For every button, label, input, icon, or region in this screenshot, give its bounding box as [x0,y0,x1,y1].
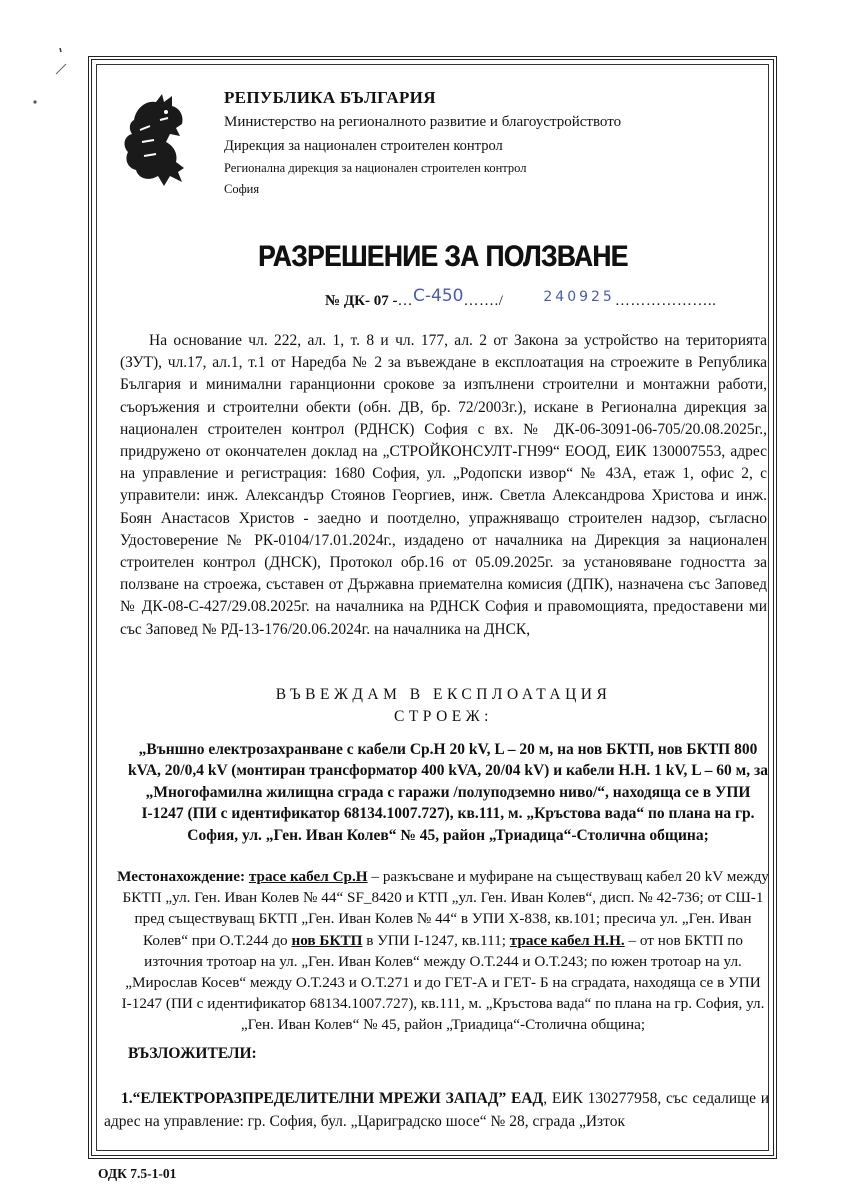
permit-dots-2: ……./ [463,293,504,309]
mv-cable-text-2: в УПИ І-1247, кв.111; [362,931,506,949]
mv-cable-text-1: – разкъсване и муфиране на съществуващ кабел 20 kV между БКТП „ул. Ген. Иван Колев № 44“ SF_8420 и КТП „ул. Ген. Иван Колев“, дисп. № 42-736; от СШ-1 пред съществуващ БКТП „Ген. Иван Колев № 44“ в УПИ Х-838, кв.101; пресича ул. „Ген. Иван Колев“ при О.Т.244 до [122,868,769,949]
margin-pen-marks [28,40,78,110]
new-bktp-label: нов БКТП [291,931,363,949]
assignor-1-name: 1.“ЕЛЕКТРОРАЗПРЕДЕЛИТЕЛНИ МРЕЖИ ЗАПАД” ЕАД [121,1090,544,1107]
legal-basis-paragraph [120,330,767,641]
permit-dots-1: … [397,293,414,309]
document-title: РАЗРЕШЕНИЕ ЗА ПОЛЗВАНЕ [258,240,628,273]
assignors-heading: ВЪЗЛОЖИТЕЛИ: [128,1045,257,1062]
lv-cable-label: трасе кабел Н.Н. [509,931,625,949]
coat-of-arms-lion-icon [120,90,198,190]
location-block [112,866,774,1036]
mv-cable-label: трасе кабел Ср.Н [248,868,368,885]
city-name: София [224,182,260,196]
lv-cable-text: – от нов БКТП по източния тротоар на ул. „Ген. Иван Колев“ между О.Т.244 и О.Т.243; по южен тротоар на ул. „Мирослав Косев“ между О.Т.243 и О.Т.271 и до ГЕТ-А и ГЕТ- Б на сградата, находяща се в УПИ І-1247 (ПИ с идентификатор 68134.1007.727), кв.111, м. „Кръстова вада“ по плана на гр. София, ул. „Ген. Иван Колев“ № 45, район „Триадица“-Столична община; [121,931,765,1034]
object-description: „Външно електрозахранване с кабели Ср.Н 20 kV, L – 20 м, на нов БКТП, нов БКТП 800 kVA, 20/0,4 kV (монтиран трансформатор 400 kVA, 20/04 kV) и кабели Н.Н. 1 kV, L – 60 м, за „Многофамилна жилищна сграда с гаражи /полуподземно ниво/“, находяща се в УПИ І-1247 (ПИ с идентификатор 68134.1007.727), кв.111, м. „Кръстова вада“ по плана на гр. София, ул. „Ген. Иван Колев“ № 45, район „Триадица“-Столична община; [128,741,768,844]
ministry-name: Министерство на регионалното развитие и благоустройството [224,114,622,130]
assignor-1-text: , ЕИК 130277958, със седалище и адрес на управление: гр. София, бул. „Цариградско шосе“ № 28, сграда „Изток [104,1090,770,1130]
permit-prefix: № ДК- 07 - [325,293,398,309]
commission-heading: ВЪВЕЖДАМ В ЕКСПЛОАТАЦИЯ [275,686,612,703]
regional-directorate-name: Регионална дирекция за национален строителен контрол [224,161,527,175]
document-header [120,88,740,208]
permit-number-line [325,286,717,310]
permit-date: 240925 [543,289,615,305]
country-name: РЕПУБЛИКА БЪЛГАРИЯ [224,88,436,107]
assignor-1 [104,1087,769,1133]
permit-dots-3: ……………….. [614,293,717,309]
object-heading: СТРОЕЖ: [394,708,493,725]
permit-number: С-450 [413,286,464,306]
location-label: Местонахождение: [117,868,246,885]
directorate-name: Дирекция за национален строителен контрол [224,138,503,154]
form-code: ОДК 7.5-1-01 [98,1166,177,1181]
legal-basis-text: На основание чл. 222, ал. 1, т. 8 и чл. 177, ал. 2 от Закона за устройство на територията (ЗУТ), чл.17, ал.1, т.1 от Наредба № 2 за въвеждане в експлоатация на строежите в Република България и минимални гаранционни срокове за изпълнени строителни и монтажни работи, съоръжения и строителни обекти (обн. ДВ, бр. 72/2003г.), искане в Регионална дирекция за национален строителен контрол (РДНСК) София с вх. № ДК-06-3091-06-705/20.08.2025г., придружено от окончателен доклад на „СТРОЙКОНСУЛТ-ГН99“ ЕООД, ЕИК 130007553, адрес на управление и регистрация: 1680 София, ул. „Родопски извор“ № 43А, етаж 1, офис 2, с управители: инж. Александър Стоянов Георгиев, инж. Светла Александрова Христова и инж. Боян Анастасов Христов - заедно и поотделно, упражняващо строителен надзор, съгласно Удостоверение № РК-0104/17.01.2024г., издадено от началника на Дирекция за национален строителен контрол (ДНСК), Протокол обр.16 от 05.09.2025г. за установяване годността за ползване на строежа, съставен от Държавна приемателна комисия (ДПК), назначена със Заповед № ДК-08-С-427/29.08.2025г. на началника на РДНСК София и правомощията, предоставени ми със Заповед № РД-13-176/20.06.2024г. на началника на ДНСК, [120,332,767,638]
